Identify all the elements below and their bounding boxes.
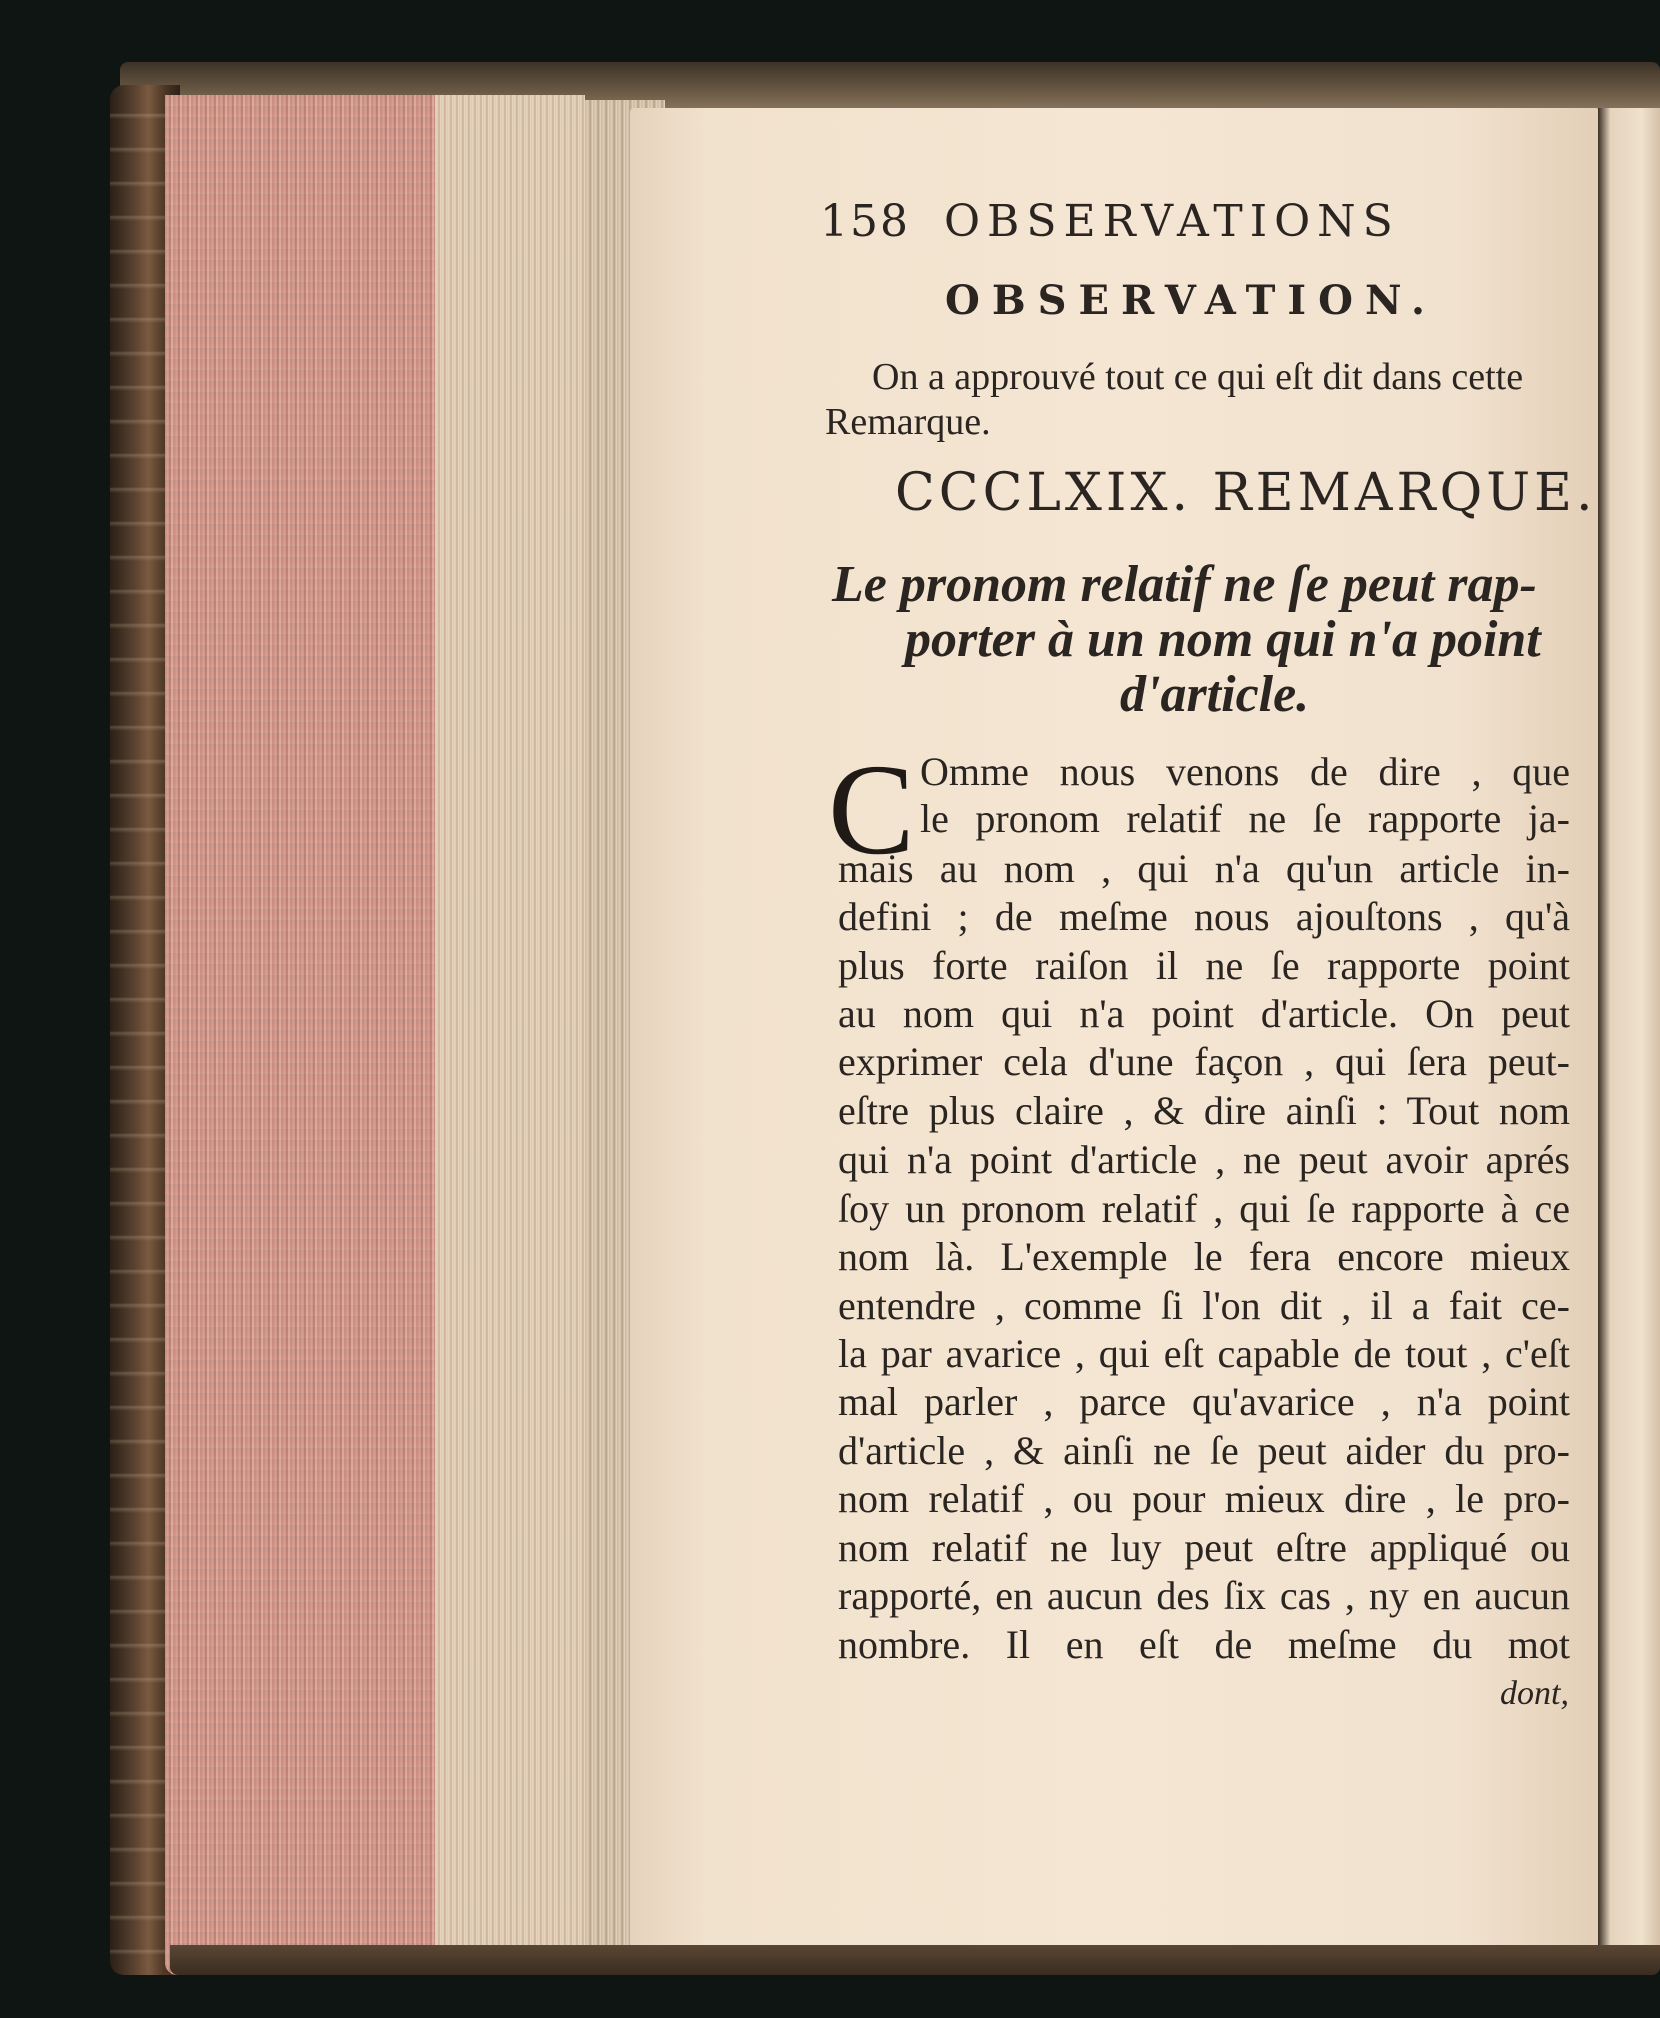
- body-line-15: d'article , & ainſi ne ſe peut aider du pro-: [838, 1428, 1570, 1473]
- catchword: dont,: [1500, 1675, 1569, 1712]
- body-line-4: defini ; de meſme nous ajouſtons , qu'à: [838, 894, 1570, 939]
- body-line-10: ſoy un pronom relatif , qui ſe rapporte à ce: [838, 1186, 1570, 1231]
- body-line-16: nom relatif , ou pour mieux dire , le pro-: [838, 1476, 1570, 1521]
- body-line-7: exprimer cela d'une façon , qui ſera peut-: [838, 1039, 1570, 1084]
- book-bottom-edge: [170, 1945, 1660, 1975]
- remarque-title: CCCLXIX. REMARQUE.: [895, 463, 1597, 523]
- drop-cap: C: [828, 738, 915, 882]
- sprinkled-page-edges: [165, 95, 435, 1975]
- body-line-3: mais au nom , qui n'a qu'un article in-: [838, 846, 1570, 891]
- body-line-13: la par avarice , qui eſt capable de tout , c'eſt: [838, 1331, 1570, 1376]
- body-line-8: eſtre plus claire , & dire ainſi : Tout nom: [838, 1088, 1570, 1133]
- body-line-17: nom relatif ne luy peut eſtre appliqué ou: [838, 1525, 1570, 1570]
- body-line-6: au nom qui n'a point d'article. On peut: [838, 991, 1570, 1036]
- running-head-title: OBSERVATIONS: [943, 196, 1400, 247]
- body-line-11: nom là. L'exemple le fera encore mieux: [838, 1234, 1570, 1279]
- body-line-1: Omme nous venons de dire , que: [920, 749, 1570, 794]
- body-line-18: rapporté, en aucun des ſix cas , ny en aucun: [838, 1573, 1570, 1618]
- body-line-5: plus forte raiſon il ne ſe rapporte point: [838, 943, 1570, 988]
- page-number: 158: [820, 196, 910, 247]
- running-head: [820, 196, 1400, 247]
- observation-title: OBSERVATION.: [945, 277, 1437, 324]
- remarque-heading-line-1: Le pronom relatif ne ſe peut rap-: [832, 556, 1537, 613]
- remarque-heading-line-2: porter à un nom qui n'a point: [905, 611, 1541, 668]
- body-line-9: qui n'a point d'article , ne peut avoir aprés: [838, 1137, 1570, 1182]
- body-line-2: le pronom relatif ne ſe rapporte ja-: [920, 796, 1570, 841]
- facing-page-edge: [1598, 108, 1660, 1958]
- body-line-14: mal parler , parce qu'avarice , n'a point: [838, 1379, 1570, 1424]
- observation-line-1: On a approuvé tout ce qui eſt dit dans cette: [872, 356, 1524, 398]
- body-line-19: nombre. Il en eſt de meſme du mot: [838, 1622, 1570, 1667]
- remarque-heading-line-3: d'article.: [1120, 666, 1310, 723]
- observation-line-2: Remarque.: [825, 401, 991, 443]
- page-edges-left: [435, 95, 585, 1965]
- body-line-12: entendre , comme ſi l'on dit , il a fait ce-: [838, 1283, 1570, 1328]
